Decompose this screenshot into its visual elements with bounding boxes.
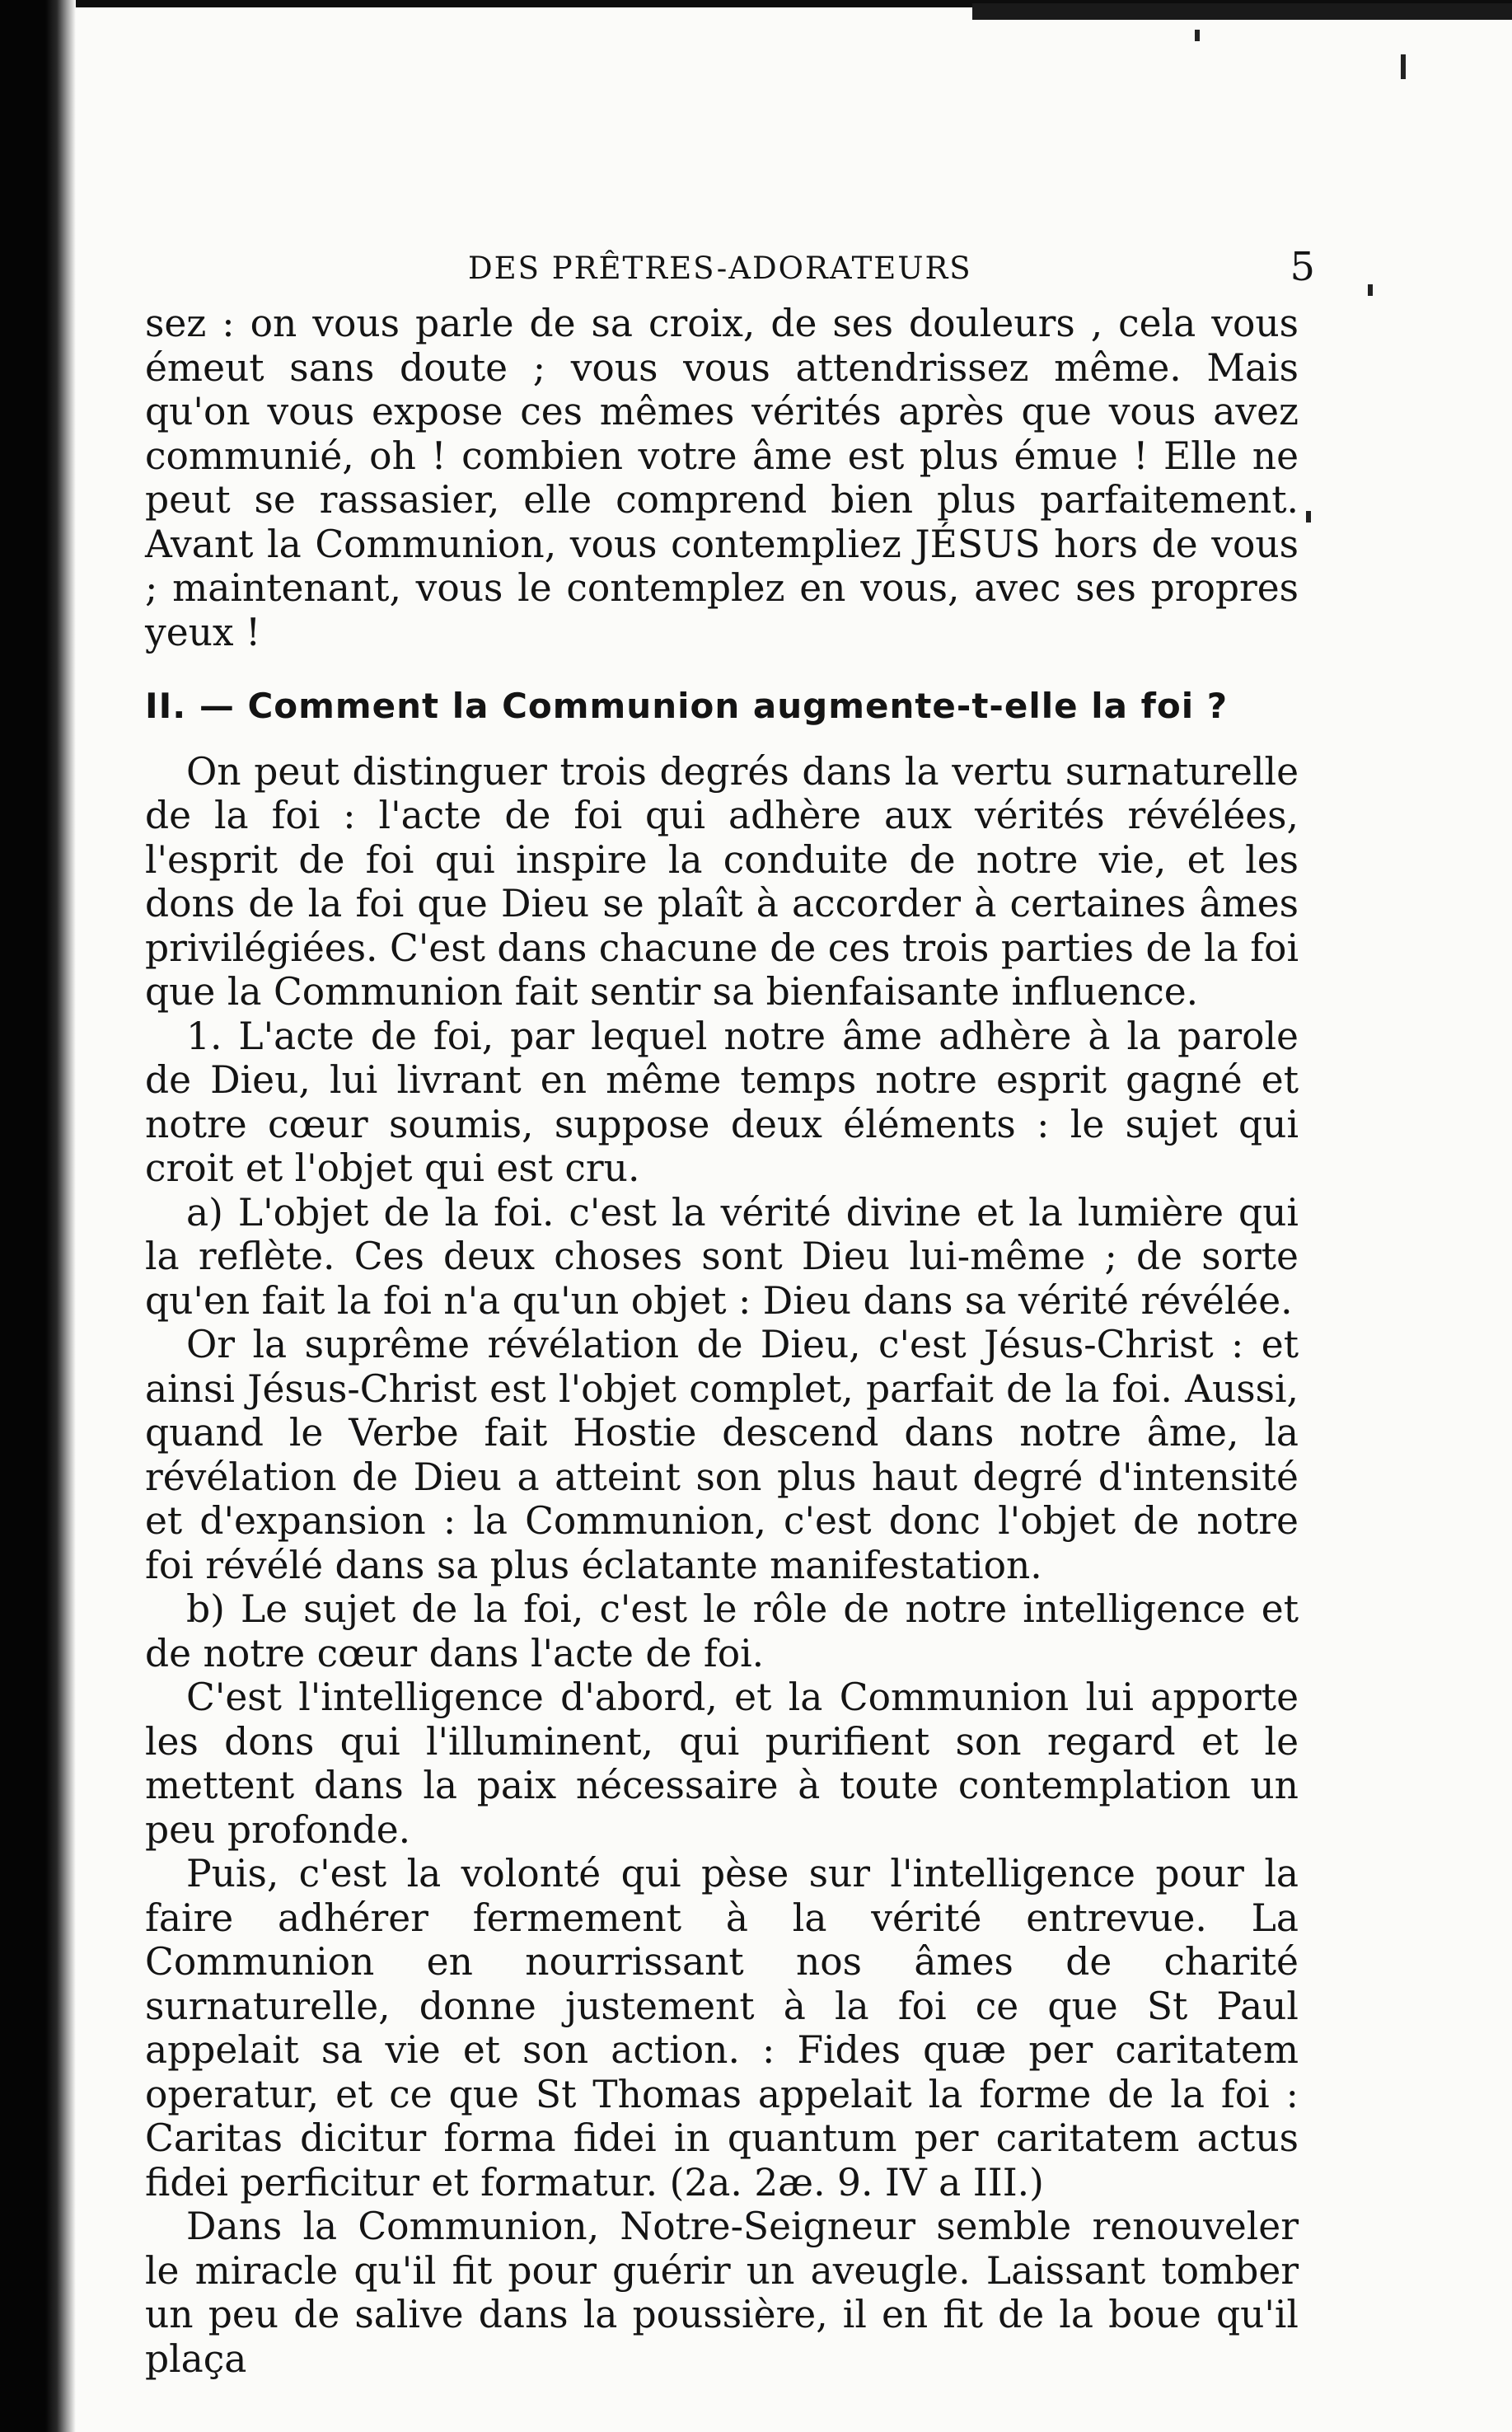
paragraph: b) Le sujet de la foi, c'est le rôle de notre intelligence et de notre cœur dans l'acte de foi. (145, 1587, 1299, 1675)
scan-speck (1401, 54, 1406, 79)
book-spine-edge (0, 0, 76, 2432)
page-number: 5 (1290, 244, 1315, 290)
running-head (145, 244, 1315, 302)
paragraph: Puis, c'est la volonté qui pèse sur l'intelligence pour la faire adhérer fermement à la vérité entrevue. La Communion en nourrissant nos âmes de charité surnaturelle, donne justement à la foi ce que St Paul appelait sa vie et son action. : Fides quæ per caritatem operatur, et ce que St Thomas appelait la forme de la foi : Caritas dicitur forma fidei in quantum per caritatem actus fidei perficitur et formatur. (2a. 2æ. 9. IV a III.) (145, 1852, 1299, 2205)
paragraph: a) L'objet de la foi. c'est la vérité divine et la lumière qui la reflète. Ces deux choses sont Dieu lui-même ; de sorte qu'en fait la foi n'a qu'un objet : Dieu dans sa vérité révélée. (145, 1190, 1299, 1323)
paragraph: 1. L'acte de foi, par lequel notre âme adhère à la parole de Dieu, lui livrant en même temps notre esprit gagné et notre cœur soumis, suppose deux éléments : le sujet qui croit et l'objet qui est cru. (145, 1014, 1299, 1190)
scan-speck (1306, 511, 1311, 522)
scan-speck (1368, 284, 1373, 296)
paragraph: Dans la Communion, Notre-Seigneur semble renouveler le miracle qu'il fit pour guérir un aveugle. Laissant tomber un peu de salive dans la poussière, il en fit de la boue qu'il plaça (145, 2205, 1299, 2381)
paragraph: Or la suprême révélation de Dieu, c'est Jésus-Christ : et ainsi Jésus-Christ est l'objet complet, parfait de la foi. Aussi, quand le Verbe fait Hostie descend dans notre âme, la révélation de Dieu a atteint son plus haut degré d'intensité et d'expansion : la Communion, c'est donc l'objet de notre foi révélé dans sa plus éclatante manifestation. (145, 1323, 1299, 1587)
paragraph: C'est l'intelligence d'abord, et la Communion lui apporte les dons qui l'illuminent, qui purifient son regard et le mettent dans la paix nécessaire à toute contemplation un peu profonde. (145, 1675, 1299, 1852)
section-heading: II. — Comment la Communion augmente-t-elle la foi ? (145, 686, 1229, 726)
top-border (0, 0, 1512, 28)
scan-speck (1195, 30, 1200, 41)
paragraph: On peut distinguer trois degrés dans la vertu surnaturelle de la foi : l'acte de foi qui adhère aux vérités révélées, l'esprit de foi qui inspire la conduite de notre vie, et les dons de la foi que Dieu se plaît à accorder à certaines âmes privilégiées. C'est dans chacune de ces trois parties de la foi que la Communion fait sentir sa bienfaisante influence. (145, 749, 1299, 1014)
book-page (145, 244, 1315, 2381)
paragraph-continuation: sez : on vous parle de sa croix, de ses douleurs , cela vous émeut sans doute ; vous vous attendrissez même. Mais qu'on vous expose ces mêmes vérités après que vous avez communié, oh ! combien votre âme est plus émue ! Elle ne peut se rassasier, elle comprend bien plus parfaitement. Avant la Communion, vous contempliez JÉSUS hors de vous ; maintenant, vous le contemplez en vous, avec ses propres yeux ! (145, 302, 1299, 654)
body-text (145, 302, 1299, 2381)
running-title: DES PRÊTRES-ADORATEURS (468, 251, 972, 286)
